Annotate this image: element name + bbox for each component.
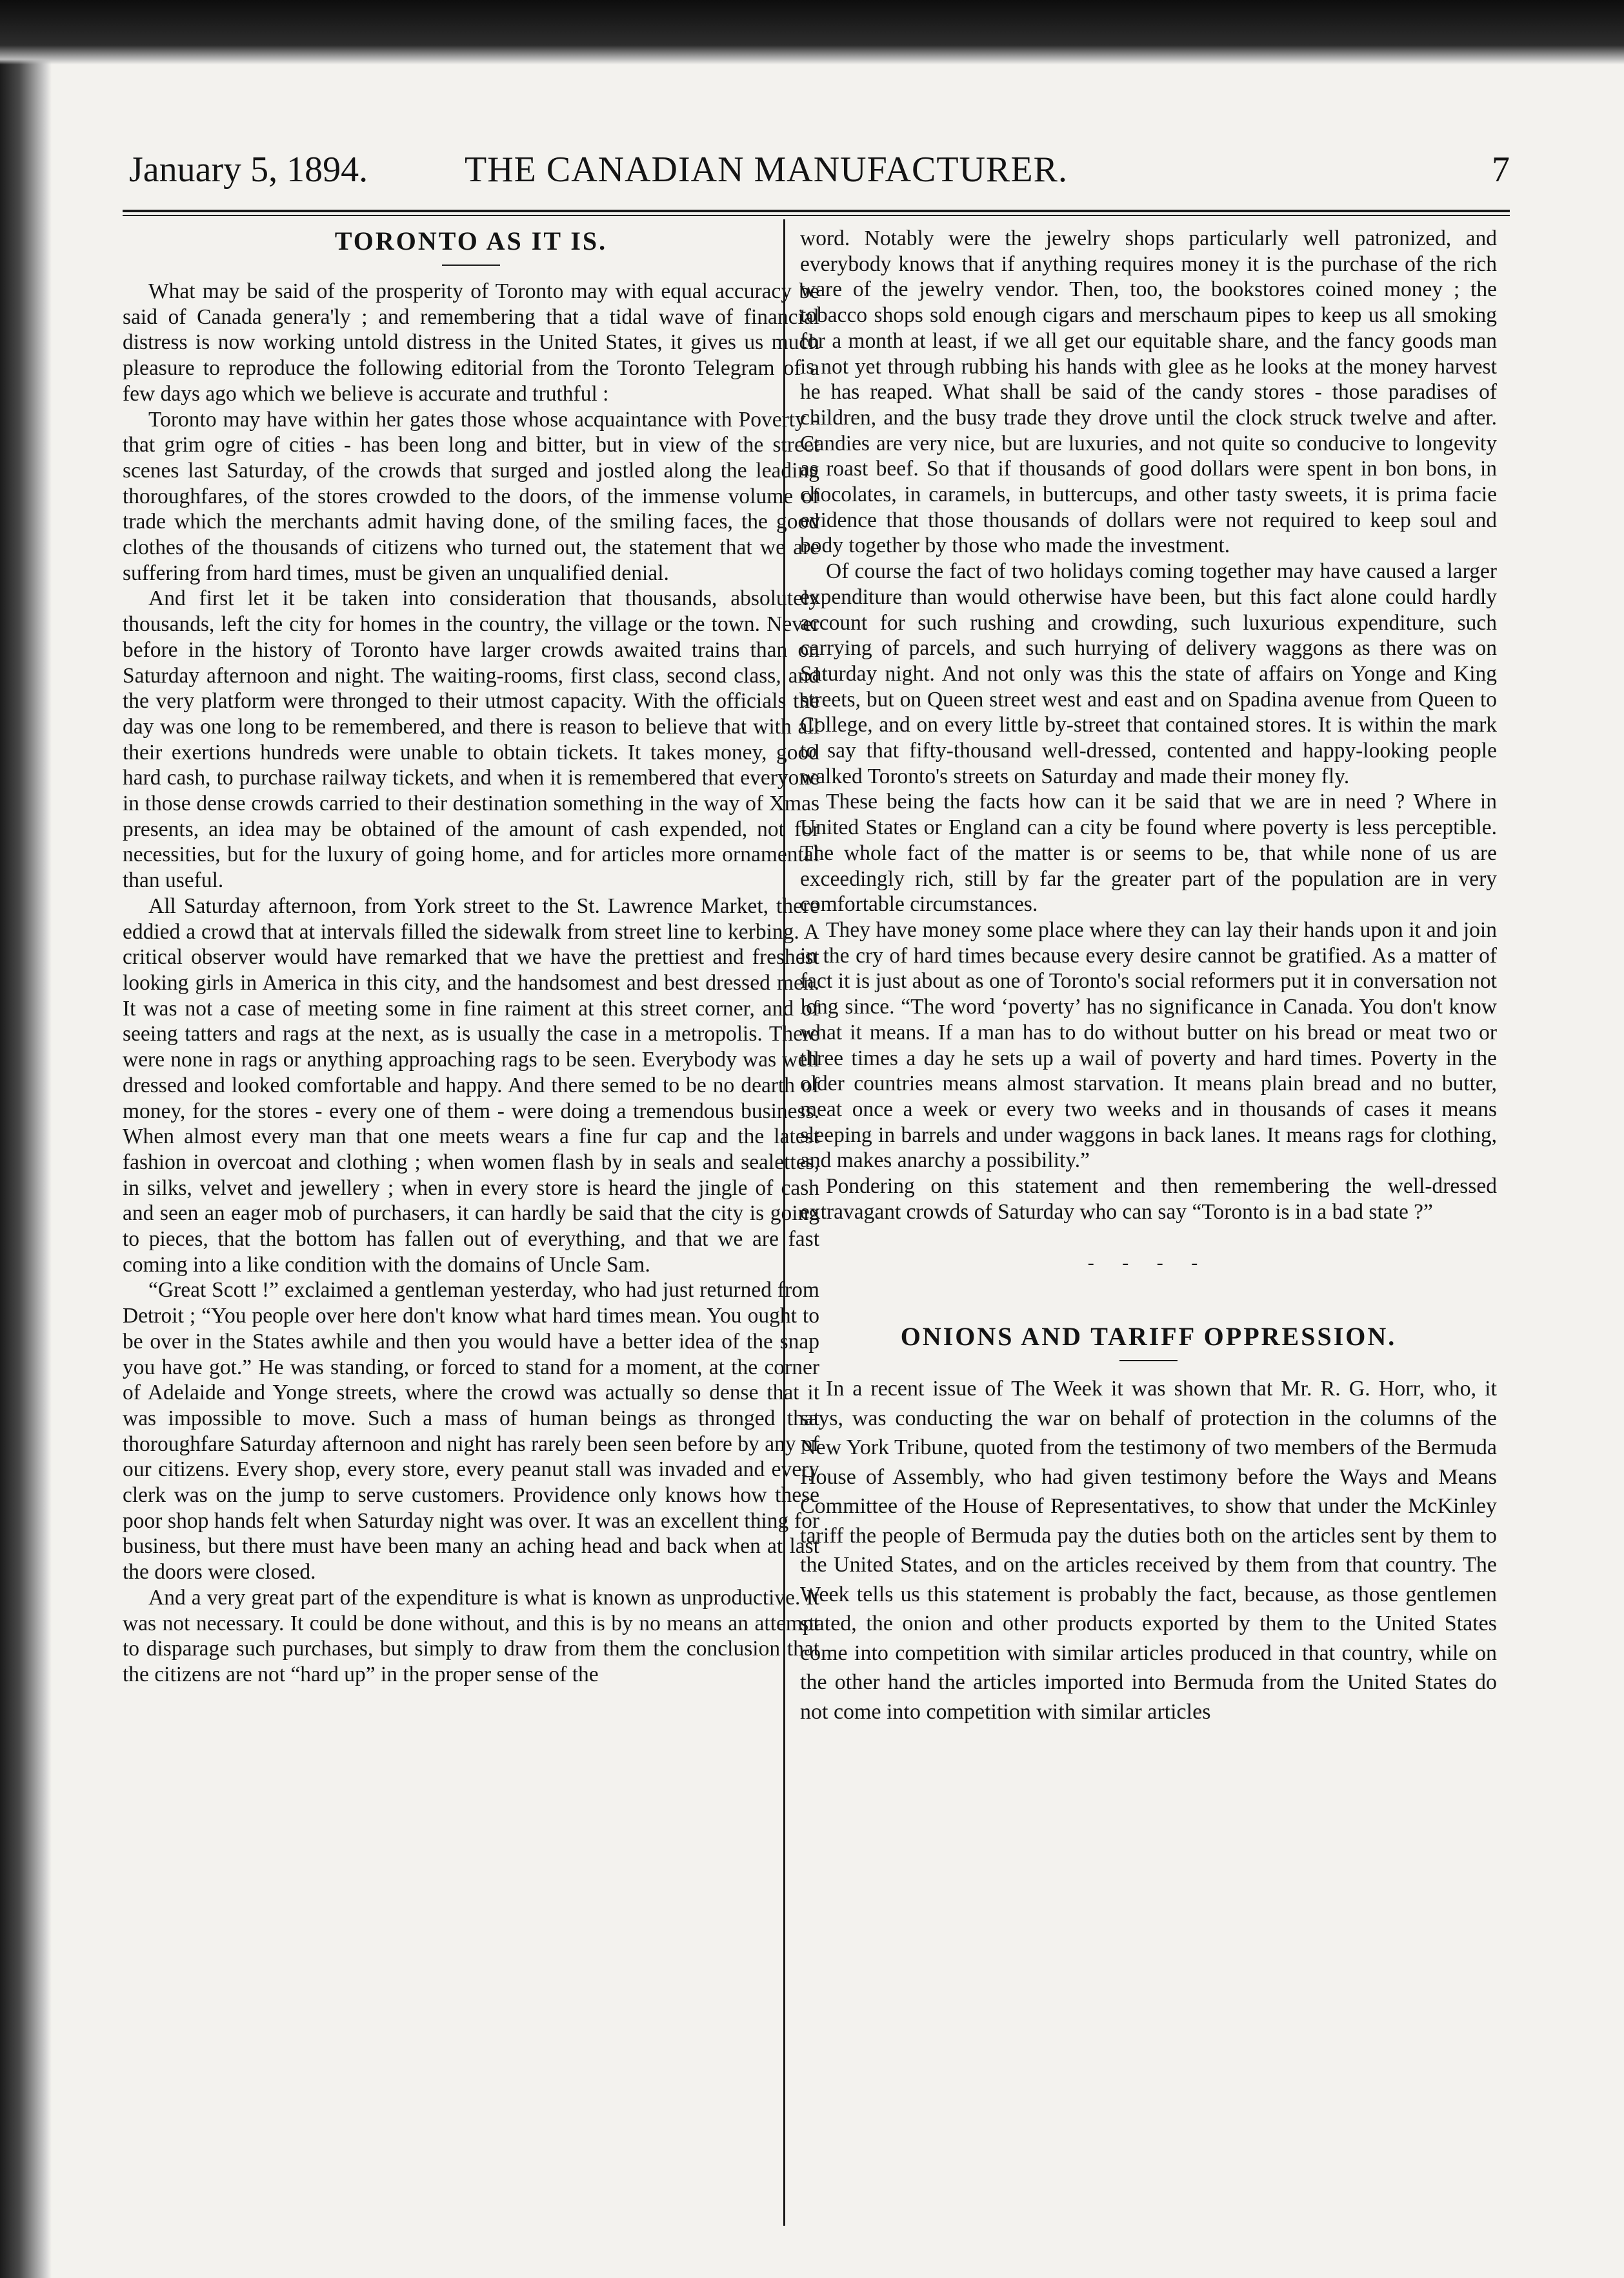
publication-title: THE CANADIAN MANUFACTURER. (465, 150, 1068, 190)
header-rule-thin (123, 215, 1510, 216)
article-paragraph: word. Notably were the jewelry shops particularly well patronized, and everybody knows that if anything requires money it is the purchase of the rich ware of the jewelry vendor. Then, too, the bookstores coined money ; the tobacco shops sold enough cigars and merschaum pipes to keep us all smoking for a month at least, if we all get our equitable share, and the fancy goods man is not yet through rubbing his hands with glee as he looks at the money harvest he has reaped. What shall be said of the candy stores - those paradises of children, and the busy trade they drove until the clock struck twelve and after. Candies are very nice, but are luxuries, and not quite so conducive to longevity as roast beef. So that if thousands of good dollars were spent in bon bons, in chocolates, in caramels, in buttercups, and other tasty sweets, it is prima facie evidence that those thousands of dollars were not required to keep soul and body together by those who made the investment. (800, 226, 1497, 558)
title-rule (442, 265, 500, 266)
title-rule (1119, 1360, 1178, 1361)
running-head (123, 141, 1510, 199)
article-paragraph: In a recent issue of The Week it was shown that Mr. R. G. Horr, who, it says, was conducting the war on behalf of protection in the columns of the New York Tribune, quoted from the testimony of two members of the Bermuda House of Assembly, who had given testimony before the Ways and Means Committee of the House of Representatives, to show that under the McKinley tariff the people of Bermuda pay the duties both on the articles sent by them to the United States, and on the articles received by them from that country. The Week tells us this statement is probably the fact, because, as those gentlemen stated, the onion and other products exported by them to the United States come into competition with similar articles produced in that country, while on the other hand the articles imported into Bermuda from the United States do not come into competition with similar articles (800, 1377, 1497, 1724)
article-paragraph: These being the facts how can it be said that we are in need ? Where in United States or England can a city be found where poverty is less perceptible. The whole fact of the matter is or seems to be, that while none of us are exceedingly rich, still by far the greater part of the population are in very comfortable circumstances. (800, 790, 1497, 917)
page-number: 7 (1492, 150, 1510, 190)
article-paragraph: And a very great part of the expenditure is what is known as unproductive. It was not necessary. It could be done without, and this is by no means an attempt to disparage such purchases, but simply to draw from them the conclusion that the citizens are not “hard up” in the proper sense of the (123, 1585, 819, 1686)
article-paragraph: They have money some place where they can lay their hands upon it and join in the cry of hard times because every desire cannot be gratified. As a matter of fact it is just about as one of Toronto's social reformers put it in conversation not long since. “The word ‘poverty’ has no significance in Canada. You don't know what it means. If a man has to do without butter on his bread or meat two or three times a day he sets up a wail of poverty and hard times. Poverty in the older countries means almost starvation. It means plain bread and no butter, meat once a week or every two weeks and in thousands of cases it means sleeping in barrels and under waggons in back lanes. It means rags for clothing, and makes anarchy a possibility.” (800, 917, 1497, 1173)
header-rule (123, 210, 1510, 212)
article-paragraph: Toronto may have within her gates those whose acquaintance with Poverty - that grim ogre of cities - has been long and bitter, but in view of the street scenes last Saturday, of the crowds that surged and jostled along the leading thoroughfares, of the stores crowded to the doors, of the immense volume of trade which the merchants admit having done, of the smiling faces, the good clothes of the thousands of citizens who turned out, the statement that we are suffering from hard times, must be given an unqualified denial. (123, 407, 819, 585)
article-paragraph: What may be said of the prosperity of Toronto may with equal accuracy be said of Canada genera'ly ; and remembering that a tidal wave of financial distress is now working untold distress in the United States, it gives us much pleasure to reproduce the following editorial from the Toronto Telegram of a few days ago which we believe is accurate and truthful : (123, 279, 819, 406)
article-paragraph: And first let it be taken into consideration that thousands, absolutely thousands, left the city for homes in the country, the village or the town. Never before in the history of Toronto have larger crowds awaited trains than on Saturday afternoon and night. The waiting-rooms, first class, second class, and the very platform were thronged to their utmost capacity. With the officials the day was one long to be remembered, and there is reason to believe that with all their exertions hundreds were unable to obtain tickets. It takes money, good hard cash, to purchase railway tickets, and when it is remembered that everyone in those dense crowds carried to their destination something in the way of Xmas presents, an idea may be obtained of the amount of cash expended, not for necessities, but for the luxury of going home, and for articles more ornamental than useful. (123, 586, 819, 893)
scan-border-top (0, 0, 1624, 65)
article-title: TORONTO AS IT IS. (334, 226, 608, 255)
section-separator: - - - - (1087, 1252, 1210, 1274)
scan-border-left (0, 0, 52, 2278)
column-right (800, 226, 1497, 1726)
issue-date: January 5, 1894. (129, 150, 368, 190)
column-left (123, 226, 819, 1688)
article-paragraph: All Saturday afternoon, from York street to the St. Lawrence Market, there eddied a crowd that at intervals filled the sidewalk from street line to kerbing. A critical observer would have remarked that we have the prettiest and freshest looking girls in America in this city, and the handsomest and best dressed men. It was not a case of meeting some in fine raiment at this street corner, and of seeing tatters and rags at the next, as is usually the case in a metropolis. There were none in rags or anything approaching rags to be seen. Everybody was well dressed and looked comfortable and happy. And there semed to be no dearth of money, for the stores - every one of them - were doing a tremendous business. When almost every man that one meets wears a fine fur cap and the latest fashion in overcoat and clothing ; when women flash by in seals and sealettes, in silks, velvet and jewellery ; when in every store is heard the jingle of cash and seen an eager mob of purchasers, it can hardly be said that the city is going to pieces, that the bottom has fallen out of everything, and that we are fast coming into a like condition with the domains of Uncle Sam. (123, 894, 819, 1277)
article-title: ONIONS AND TARIFF OPPRESSION. (900, 1322, 1397, 1352)
article-paragraph: Of course the fact of two holidays coming together may have caused a larger expenditure than would otherwise have been, but this fact alone could hardly account for such rushing and crowding, such luxurious expenditure, such carrying of parcels, and such hurrying of delivery waggons as there was on Saturday night. And not only was this the state of affairs on Yonge and King streets, but on Queen street west and east and on Spadina avenue from Queen to College, and on every little by-street that contained stores. It is within the mark to say that fifty-thousand well-dressed, contented and happy-looking people walked Toronto's streets on Saturday and made their money fly. (800, 559, 1497, 788)
article-paragraph: Pondering on this statement and then remembering the well-dressed extravagant crowds of Saturday who can say “Toronto is in a bad state ?” (800, 1174, 1497, 1224)
article-paragraph: “Great Scott !” exclaimed a gentleman yesterday, who had just returned from Detroit ; “You people over here don't know what hard times mean. You ought to be over in the States awhile and then you would have a better idea of the snap you have got.” He was standing, or forced to stand for a moment, at the corner of Adelaide and Yonge streets, where the crowd was actually so dense that it was impossible to move. Such a mass of human beings as thronged that thoroughfare Saturday afternoon and night has rarely been seen before by any of our citizens. Every shop, every store, every peanut stall was invaded and every clerk was on the jump to serve customers. Providence only knows how these poor shop hands felt when Saturday night was over. It was an excellent thing for business, but there must have been many an aching head and back when at last the doors were closed. (123, 1278, 819, 1584)
article-body (800, 1374, 1497, 1726)
